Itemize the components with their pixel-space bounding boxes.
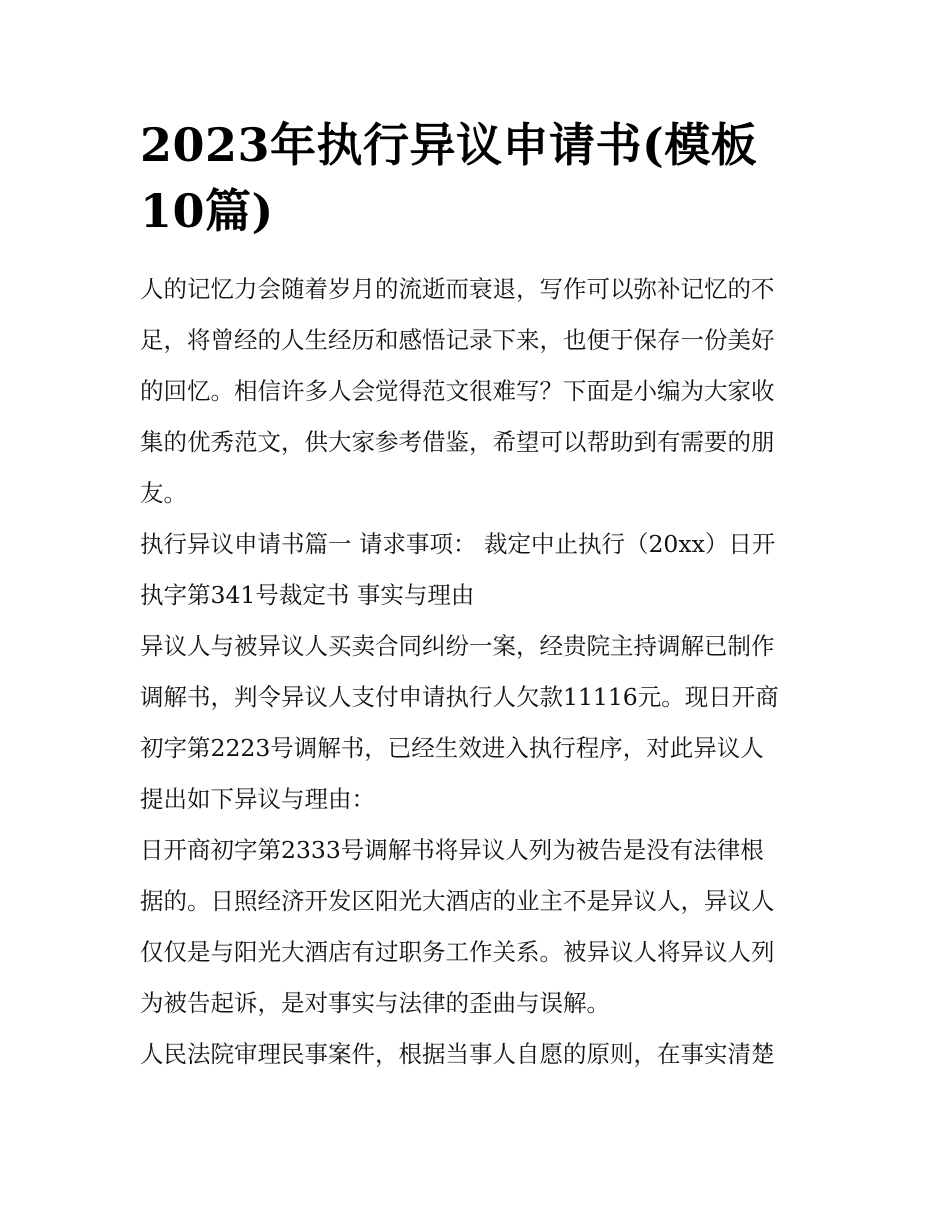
text-line: 执字第341号裁定书 事实与理由: [140, 581, 475, 609]
objection-paragraph: [140, 825, 812, 1029]
text-line: 初字第2223号调解书，已经生效进入执行程序，对此异议人: [140, 734, 764, 762]
document-body: [140, 264, 812, 1080]
text-line: 调解书，判令异议人支付申请执行人欠款11116元。现日开商: [140, 683, 779, 711]
title-line: 2023年执行异议申请书(模板: [140, 118, 758, 172]
intro-paragraph: [140, 264, 812, 519]
text-line: 据的。日照经济开发区阳光大酒店的业主不是异议人，异议人: [140, 887, 775, 915]
text-line: 人的记忆力会随着岁月的流逝而衰退，写作可以弥补记忆的不: [140, 275, 775, 303]
text-line: 集的优秀范文，供大家参考借鉴，希望可以帮助到有需要的朋: [140, 428, 775, 456]
text-line: 异议人与被异议人买卖合同纠纷一案，经贵院主持调解已制作: [140, 632, 775, 660]
text-line: 仅仅是与阳光大酒店有过职务工作关系。被异议人将异议人列: [140, 938, 775, 966]
text-line: 友。: [140, 479, 187, 507]
text-line: 人民法院审理民事案件，根据当事人自愿的原则，在事实清楚: [140, 1040, 775, 1068]
text-line: 提出如下异议与理由：: [140, 785, 375, 813]
title-line: 10篇): [140, 184, 274, 238]
document-title: [140, 112, 812, 244]
court-paragraph: [140, 1029, 812, 1080]
case-paragraph: [140, 621, 812, 825]
document-content: [140, 112, 812, 1080]
text-line: 为被告起诉，是对事实与法律的歪曲与误解。: [140, 989, 610, 1017]
request-paragraph: [140, 519, 812, 621]
text-line: 的回忆。相信许多人会觉得范文很难写？下面是小编为大家收: [140, 377, 775, 405]
text-line: 执行异议申请书篇一 请求事项： 裁定中止执行（20xx）日开: [140, 530, 776, 558]
text-line: 足，将曾经的人生经历和感悟记录下来，也便于保存一份美好: [140, 326, 775, 354]
text-line: 日开商初字第2333号调解书将异议人列为被告是没有法律根: [140, 836, 764, 864]
